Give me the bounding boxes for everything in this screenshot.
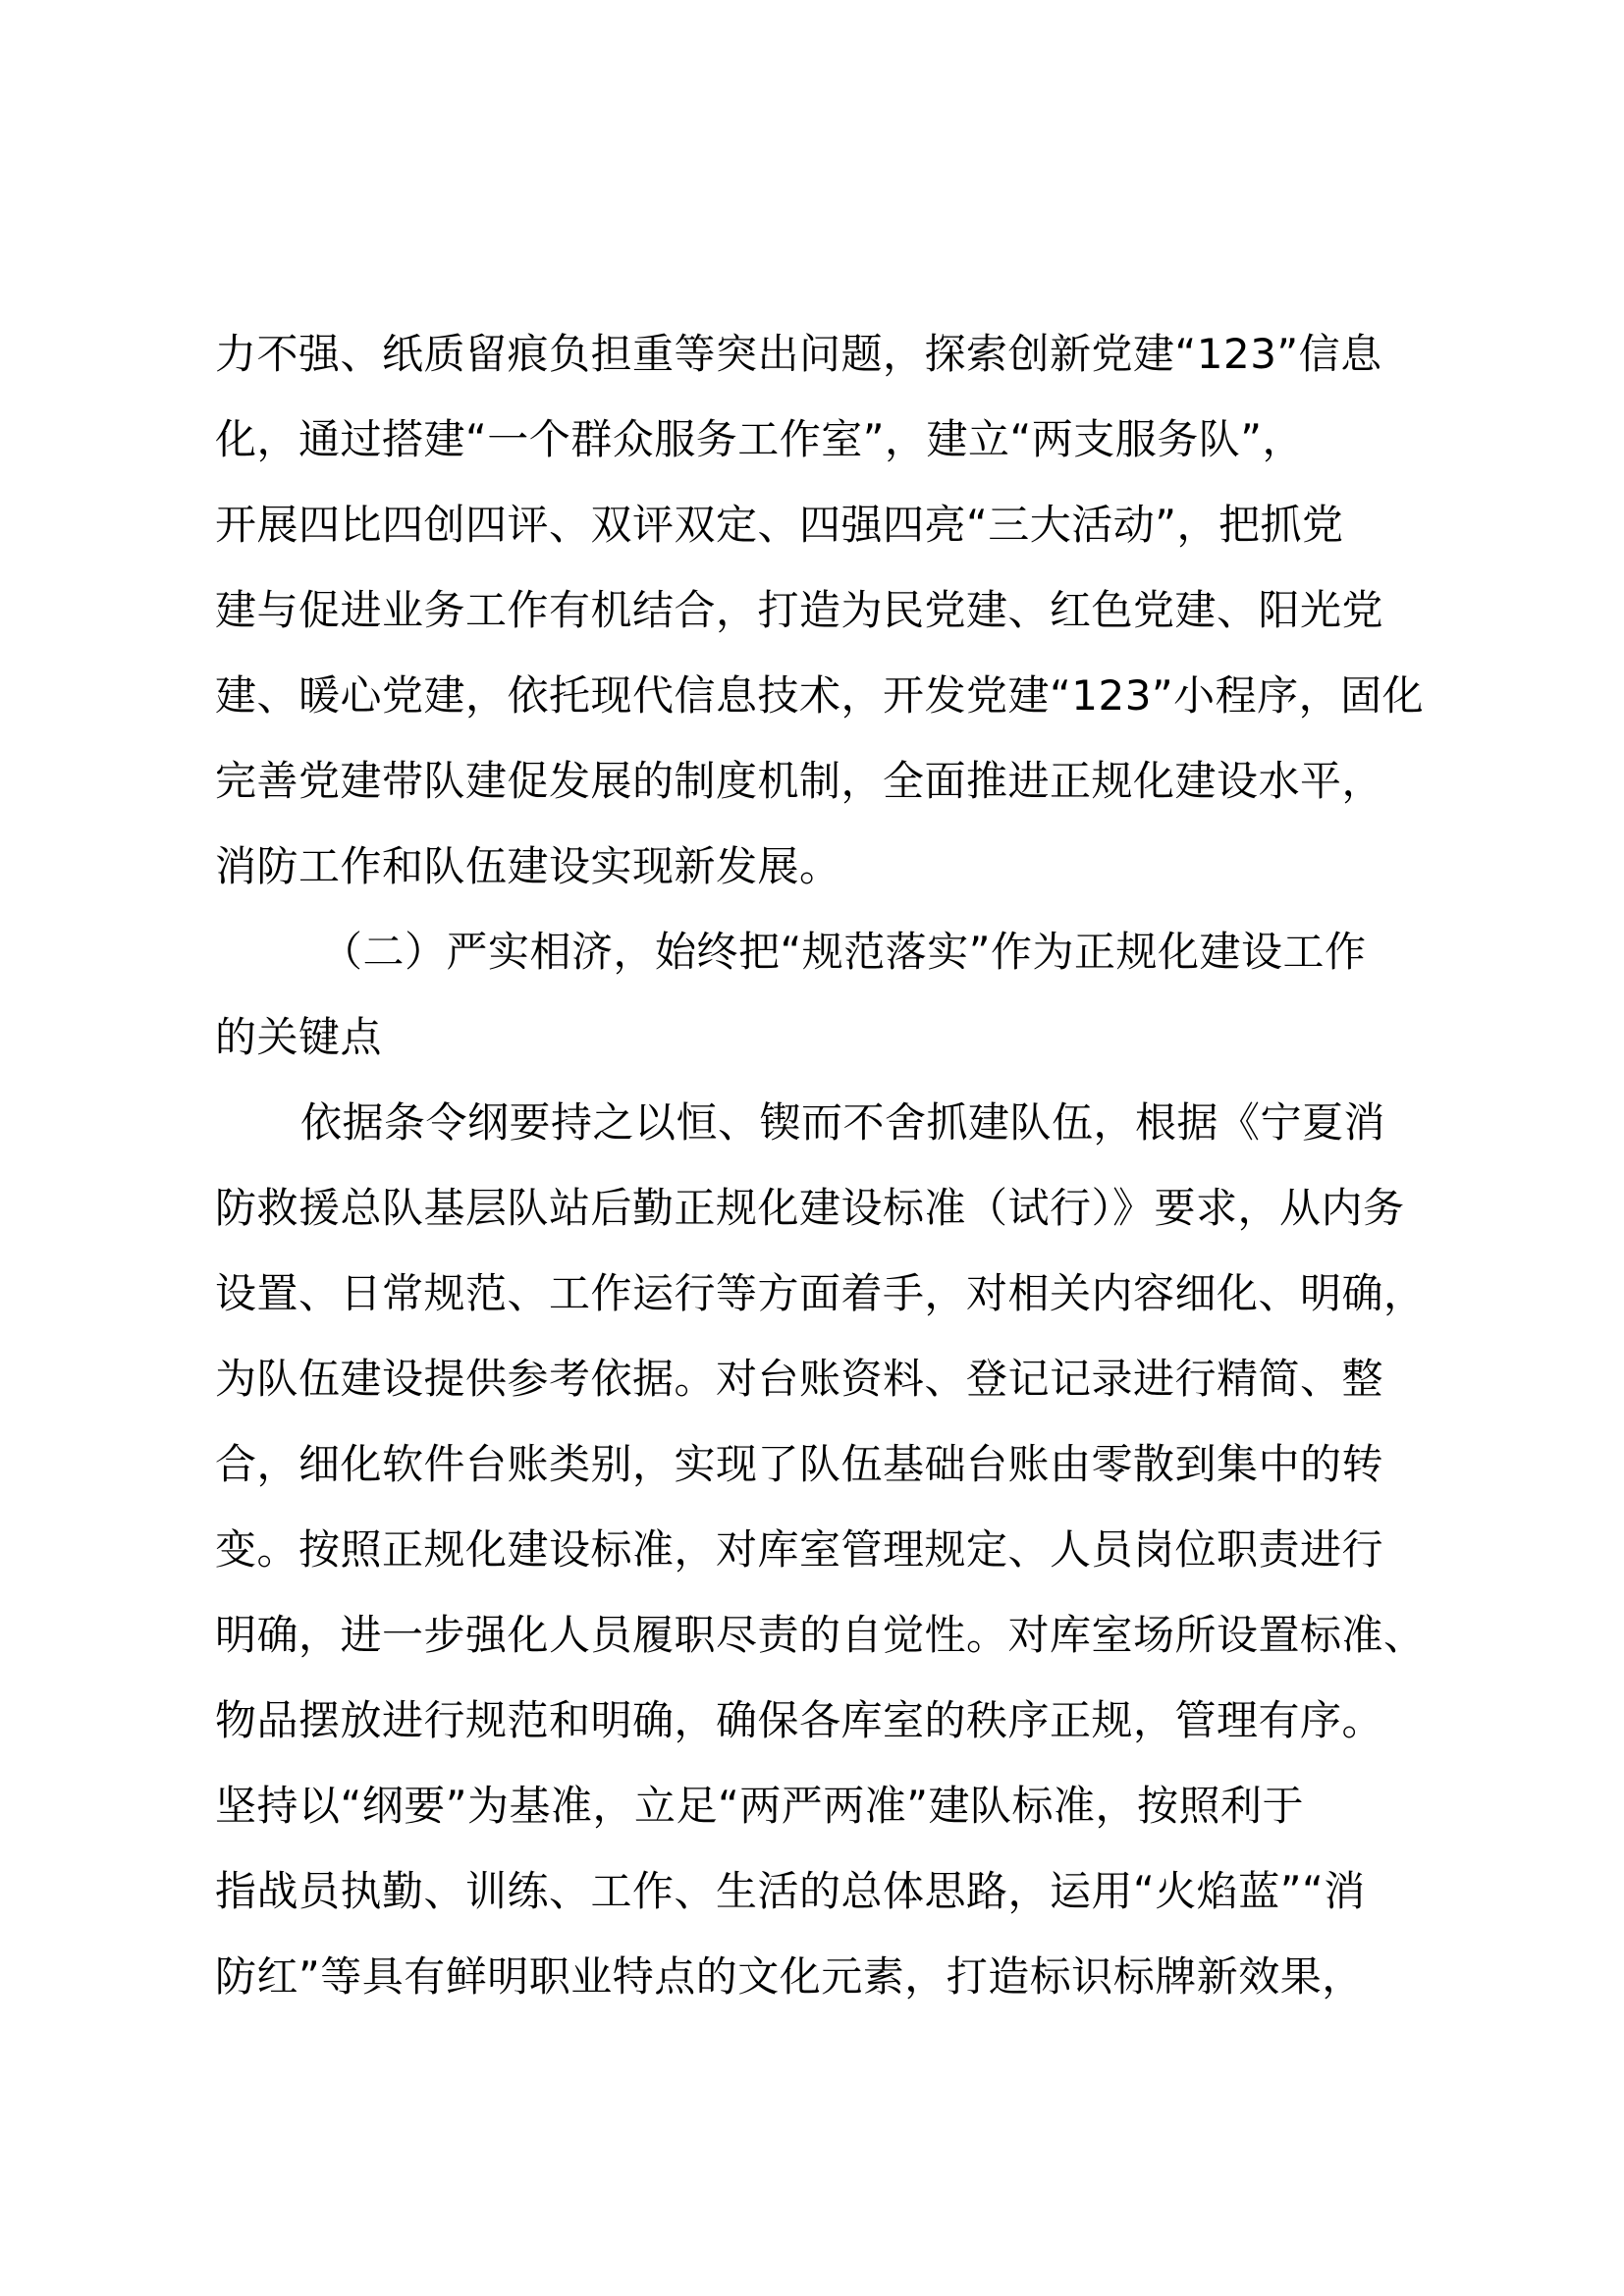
text-line: 依据条令纲要持之以恒、锲而不舍抓建队伍，根据《宁夏消 [300,1098,1386,1147]
text-line: 完善党建带队建促发展的制度机制，全面推进正规化建设水平， [215,757,1384,805]
text-line: 消防工作和队伍建设实现新发展。 [215,842,841,890]
text-line: 物品摆放进行规范和明确，确保各库室的秩序正规，管理有序。 [215,1696,1384,1744]
text-line: 建与促进业务工作有机结合，打造为民党建、红色党建、阳光党 [215,586,1384,634]
text-line: 指战员执勤、训练、工作、生活的总体思路，运用“火焰蓝”“消 [215,1867,1366,1915]
text-line: 合，细化软件台账类别，实现了队伍基础台账由零散到集中的转 [215,1440,1384,1488]
text-line: 力不强、纸质留痕负担重等突出问题，探索创新党建“123”信息 [215,330,1382,378]
section-heading-continued: 的关键点 [215,1013,383,1061]
text-line: 变。按照正规化建设标准，对库室管理规定、人员岗位职责进行 [215,1525,1384,1574]
text-line: 开展四比四创四评、双评双定、四强四亮“三大活动”，把抓党 [215,501,1344,549]
text-line: 化，通过搭建“一个群众服务工作室”，建立“两支服务队”， [215,415,1305,463]
text-line: 防红”等具有鲜明职业特点的文化元素，打造标识标牌新效果， [215,1952,1364,2001]
section-heading: （二）严实相济，始终把“规范落实”作为正规化建设工作 [321,928,1367,976]
text-line: 建、暖心党建，依托现代信息技术，开发党建“123”小程序，固化 [215,671,1425,720]
text-line: 为队伍建设提供参考依据。对台账资料、登记记录进行精简、整 [215,1355,1384,1403]
text-line: 防救援总队基层队站后勤正规化建设标准（试行）》要求，从内务 [215,1184,1405,1232]
text-line: 坚持以“纲要”为基准，立足“两严两准”建队标准，按照利于 [215,1782,1305,1830]
text-line: 明确，进一步强化人员履职尽责的自觉性。对库室场所设置标准、 [215,1611,1426,1659]
text-line: 设置、日常规范、工作运行等方面着手，对相关内容细化、明确， [215,1269,1426,1317]
